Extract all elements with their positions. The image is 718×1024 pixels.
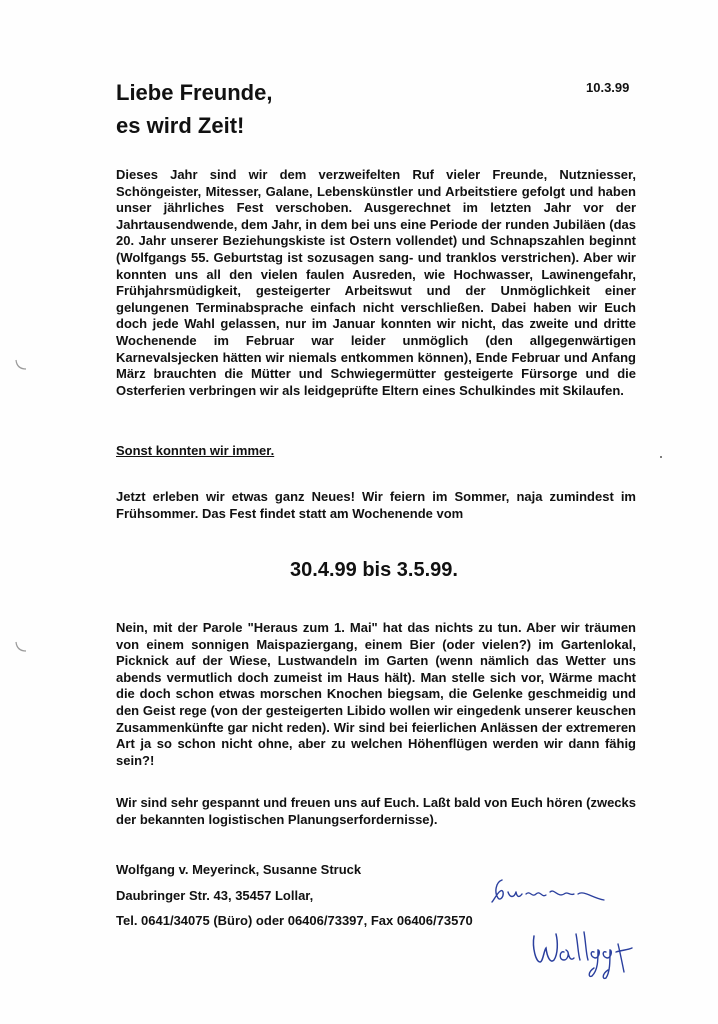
paragraph-1-underlined-sentence: Sonst konnten wir immer. <box>116 443 275 458</box>
sender-names: Wolfgang v. Meyerinck, Susanne Struck <box>116 862 362 877</box>
greeting-heading <box>116 76 272 142</box>
greeting-line-1: Liebe Freunde, <box>116 80 273 105</box>
paragraph-3: Nein, mit der Parole "Heraus zum 1. Mai" hat das nichts zu tun. Aber wir träumen von einem sonnigen Maispaziergang, einem Bier (oder vielen?) im Gartenlokal, Picknick auf der Wiese, Lustwandeln im Garten (wenn nämlich das Wetter uns abends vermutlich doch zumeist im Haus hält). Man stelle sich vor, Wärme macht die doch schon etwas morschen Knochen biegsam, die Gelenke geschmeidig und den Geist rege (von der gesteigerten Libido wollen wir eingedenk unserer keuschen Zusammenkünfte gar nicht reden). Wir sind bei feierlichen Anlässen der extremeren Art ja so schon nicht ohne, aber zu welchen Höhenflügen werden wir dann fähig sein?! <box>116 620 636 768</box>
signature-susanne <box>488 870 608 910</box>
letter-date: 10.3.99 <box>586 80 630 95</box>
sender-address: Daubringer Str. 43, 35457 Lollar, <box>116 888 314 903</box>
paragraph-1: Dieses Jahr sind wir dem verzweifelten Ruf vieler Freunde, Nutzniesser, Schöngeister, Mitesser, Galane, Lebenskünstler und Arbeitstiere gefolgt und haben unser jährliches Fest verschoben. Ausgerechnet im letzten Jahr vor der Jahrtausendwende, dem Jahr, in dem bei uns eine Periode der runden Jubiläen (das 20. Jahr unserer Beziehungskiste ist Ostern vollendet) und Schnapszahlen beginnt (Wolfgangs 55. Geburtstag ist sozusagen sang- und tranklos verstrichen). Aber wir konnten uns all den vielen faulen Ausreden, wie Hochwasser, Lawinengefahr, Frühjahrsmüdigkeit, gesteigerter Arbeitswut und der Unmöglichkeit einer gelungenen Terminabsprache einfach nicht verschließen. Dabei haben wir Euch doch jede Wahl gelassen, nur im Januar konnten wir nicht, das zweite und dritte Wochenende im Februar war leider unmöglich (den allgegenwärtigen Karnevalsjecken hätten wir niemals entkommen können), Ende Februar und Anfang März brauchten die Mütter und Schwiegermütter gesteigerte Fürsorge und die Osterferien verbringen wir als leidgeprüfte Eltern eines Schulkindes mit Skilaufen. <box>116 167 636 398</box>
greeting-line-2: es wird Zeit! <box>116 113 245 138</box>
sender-phone: Tel. 0641/34075 (Büro) oder 06406/73397, Fax 06406/73570 <box>116 913 473 928</box>
paragraph-4: Wir sind sehr gespannt und freuen uns auf Euch. Laßt bald von Euch hören (zwecks der bekannten logistischen Planungserfordernisse). <box>116 795 636 827</box>
paragraph-2: Jetzt erleben wir etwas ganz Neues! Wir feiern im Sommer, naja zumindest im Frühsommer. Das Fest findet statt am Wochenende vom <box>116 489 636 521</box>
paper-speck <box>660 456 662 458</box>
signature-wolfgang <box>528 922 638 982</box>
punch-hole-mark <box>13 640 29 654</box>
event-date-range: 30.4.99 bis 3.5.99. <box>290 559 458 581</box>
punch-hole-mark <box>13 358 29 372</box>
